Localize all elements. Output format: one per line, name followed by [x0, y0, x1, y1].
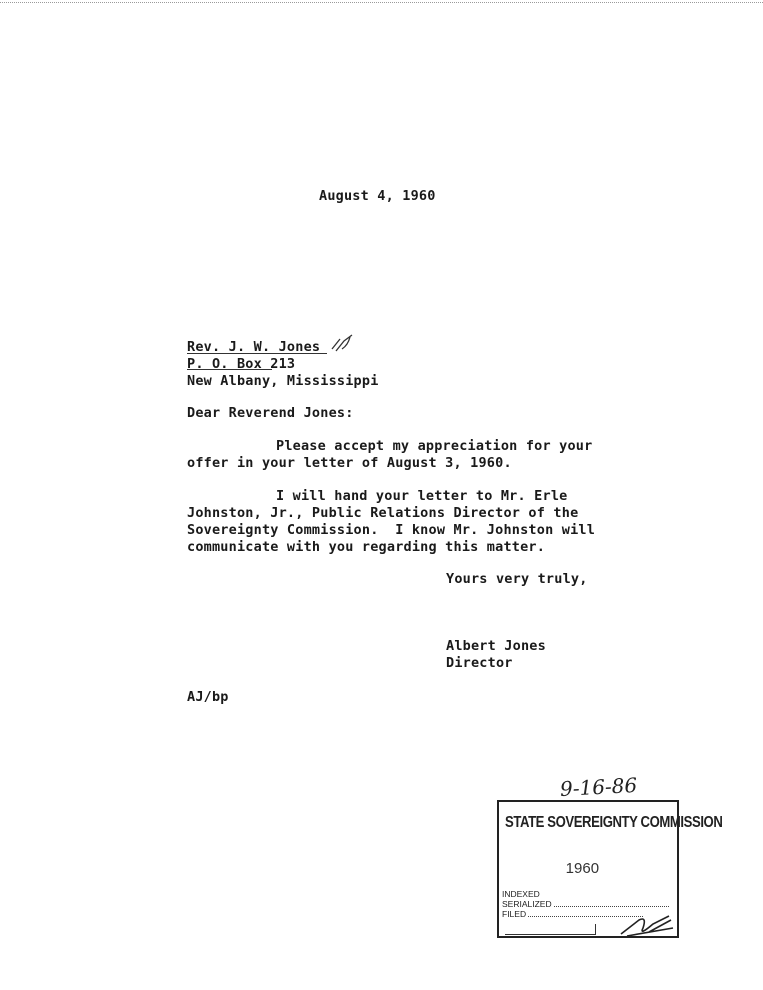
stamp-initials-scribble [619, 914, 677, 938]
signer-title: Director [446, 655, 513, 671]
handwritten-file-number: 9-16-86 [559, 772, 638, 802]
stamp-date: 1960 [549, 860, 600, 877]
body-line: Johnston, Jr., Public Relations Director of the [187, 505, 579, 521]
body-line: offer in your letter of August 3, 1960. [187, 455, 512, 471]
closing: Yours very truly, [446, 571, 588, 587]
typist-initials: AJ/bp [187, 689, 229, 705]
recipient-name-underline [187, 353, 327, 354]
body-line: I will hand your letter to Mr. Erle [276, 488, 568, 504]
scan-edge-line [0, 2, 763, 3]
handwritten-check-mark [330, 331, 356, 353]
recipient-name: Rev. J. W. Jones [187, 339, 321, 355]
recipient-box: P. O. Box 213 [187, 356, 296, 372]
sovereignty-commission-stamp [497, 800, 723, 938]
body-line: Sovereignty Commission. I know Mr. Johnston will [187, 522, 596, 538]
stamp-row-indexed: INDEXED [502, 889, 540, 899]
stamp-row-filed: FILED [502, 910, 643, 919]
stamp-row-serialized: SERIALIZED [502, 900, 669, 909]
body-line: communicate with you regarding this matter. [187, 539, 546, 555]
recipient-city: New Albany, Mississippi [187, 373, 379, 389]
salutation: Dear Reverend Jones: [187, 405, 354, 421]
body-line: Please accept my appreciation for your [276, 438, 593, 454]
stamp-box-line [505, 924, 596, 935]
signer-name: Albert Jones [446, 638, 546, 654]
recipient-box-underline [187, 369, 272, 370]
stamp-title: STATE SOVEREIGNTY COMMISSION [505, 814, 723, 831]
letter-date: August 4, 1960 [319, 188, 436, 204]
